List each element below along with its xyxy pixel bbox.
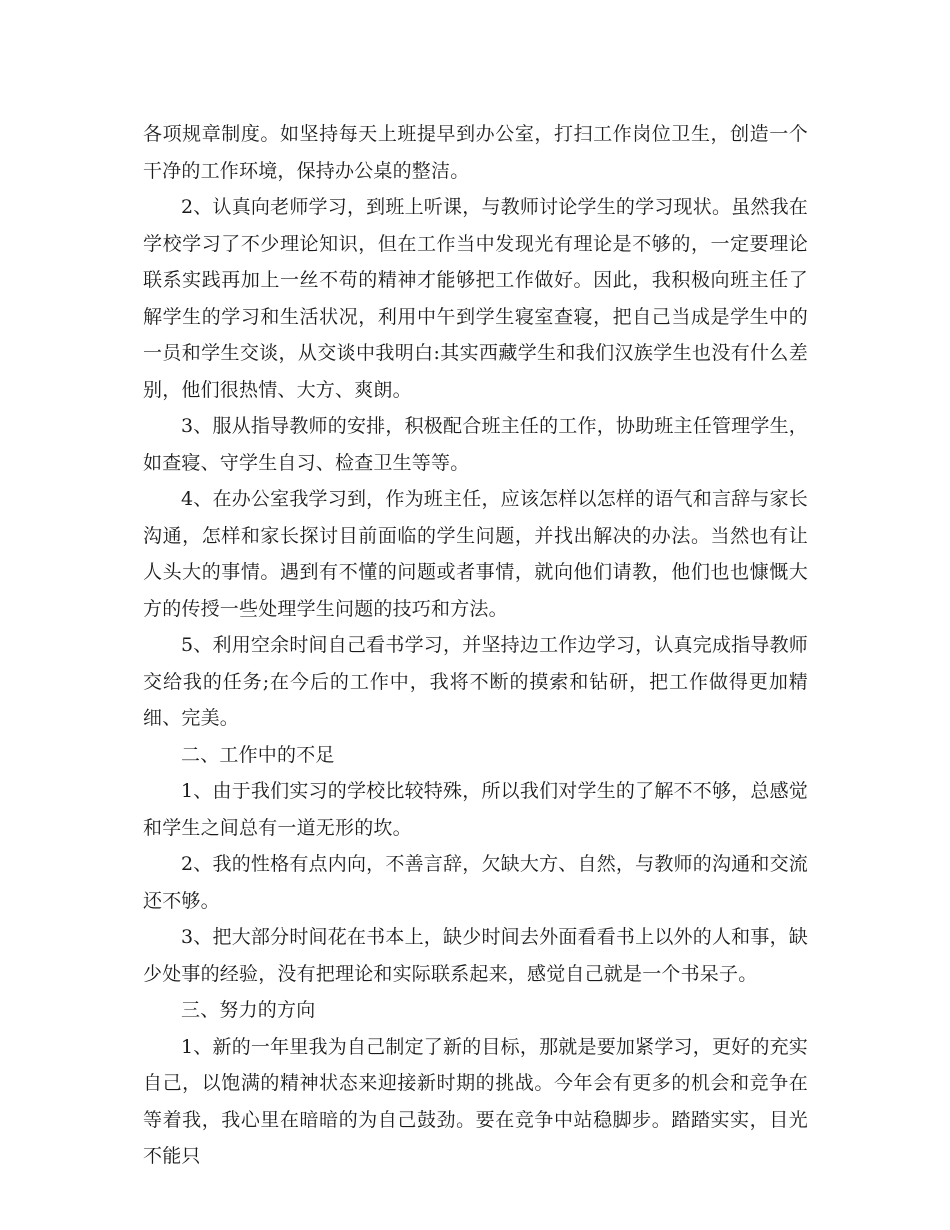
- paragraph-item-4: 4、在办公室我学习到，作为班主任，应该怎样以怎样的语气和言辞与家长沟通，怎样和家长探讨目前面临的学生问题，并找出解决的办法。当然也有让人头大的事情。遇到有不懂的问题或者事情，就向他们请教，他们也也慷慨大方的传授一些处理学生问题的技巧和方法。: [143, 488, 808, 620]
- paragraph-shortcoming-3: 3、把大部分时间花在书本上，缺少时间去外面看看书上以外的人和事，缺少处事的经验，没有把理论和实际联系起来，感觉自己就是一个书呆子。: [143, 926, 808, 985]
- paragraph-direction-1: 1、新的一年里我为自己制定了新的目标，那就是要加紧学习，更好的充实自己，以饱满的精神状态来迎接新时期的挑战。今年会有更多的机会和竞争在等着我，我心里在暗暗的为自己鼓劲。要在竞争中站稳脚步。踏踏实实，目光不能只: [143, 1035, 808, 1167]
- paragraph-item-3: 3、服从指导教师的安排，积极配合班主任的工作，协助班主任管理学生，如查寝、守学生自习、检查卫生等等。: [143, 415, 808, 474]
- section-heading-direction: 三、努力的方向: [181, 999, 316, 1021]
- section-heading-shortcomings: 二、工作中的不足: [181, 743, 335, 766]
- paragraph-rules-continued: 各项规章制度。如坚持每天上班提早到办公室，打扫工作岗位卫生，创造一个干净的工作环境，保持办公桌的整洁。: [143, 123, 808, 182]
- paragraph-item-5: 5、利用空余时间自己看书学习，并坚持边工作边学习，认真完成指导教师交给我的任务;在今后的工作中，我将不断的摸索和钻研，把工作做得更加精细、完美。: [143, 634, 808, 729]
- paragraph-shortcoming-1: 1、由于我们实习的学校比较特殊，所以我们对学生的了解不不够，总感觉和学生之间总有一道无形的坎。: [143, 780, 808, 839]
- paragraph-item-2: 2、认真向老师学习，到班上听课，与教师讨论学生的学习现状。虽然我在学校学习了不少理论知识，但在工作当中发现光有理论是不够的，一定要理论联系实践再加上一丝不苟的精神才能够把工作做好。因此，我积极向班主任了解学生的学习和生活状况，利用中午到学生寝室查寝，把自己当成是学生中的一员和学生交谈，从交谈中我明白:其实西藏学生和我们汉族学生也没有什么差别，他们很热情、大方、爽朗。: [143, 196, 808, 401]
- document-body: [143, 116, 808, 1175]
- paragraph-shortcoming-2: 2、我的性格有点内向，不善言辞，欠缺大方、自然，与教师的沟通和交流还不够。: [143, 853, 808, 912]
